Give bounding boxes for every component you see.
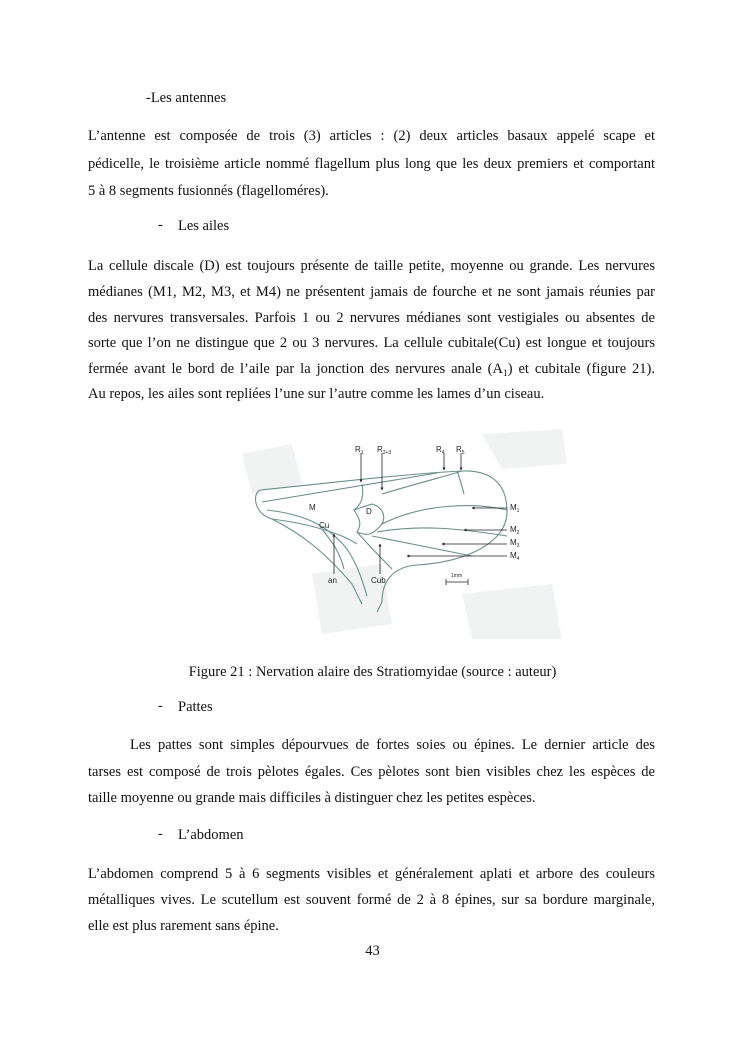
- paragraph-line-with-subscript: [88, 360, 655, 378]
- label-an: an: [328, 576, 337, 585]
- paragraph-line: Au repos, les ailes sont repliées l’une sur l’autre comme les lames d’un ciseau.: [88, 386, 545, 402]
- label-m1: $M_1$: [510, 503, 520, 514]
- label-r1: $R_1$: [355, 445, 364, 456]
- paragraph-line: taille moyenne ou grande mais difficiles à distinguer chez les petites espèces.: [88, 790, 536, 806]
- paragraph-line: La cellule discale (D) est toujours présente de taille petite, moyenne ou grande. Les nervures: [88, 258, 655, 274]
- text-segment: fermée avant le bord de l’aile par la jonction des nervures anale (A: [88, 361, 503, 377]
- text-segment: ) et cubitale (figure 21).: [507, 361, 656, 377]
- list-dash: -: [158, 826, 163, 842]
- heading-abdomen: L’abdomen: [178, 827, 244, 843]
- paragraph-line: 5 à 8 segments fusionnés (flagelloméres).: [88, 183, 329, 199]
- paragraph-line: elle est plus rarement sans épine.: [88, 918, 279, 934]
- paragraph-line: sorte que l’on ne distingue que 2 ou 3 nervures. La cellule cubitale(Cu) est longue et toujours: [88, 335, 655, 351]
- list-dash: -: [158, 217, 163, 233]
- paragraph-line: métalliques vives. Le scutellum est souvent formé de 2 à 8 épines, sur sa bordure marginale,: [88, 892, 655, 908]
- page-number: 43: [365, 943, 380, 959]
- paragraph-line: médianes (M1, M2, M3, et M4) ne présentent jamais de fourche et ne sont jamais réunies par: [88, 284, 655, 300]
- list-dash: -: [158, 698, 163, 714]
- paragraph-line: des nervures transversales. Parfois 1 ou 2 nervures médianes sont vestigiales ou absentes de: [88, 310, 655, 326]
- label-d: D: [366, 507, 372, 516]
- label-r23: $R_{2+3}$: [377, 445, 392, 456]
- paragraph-line: L’antenne est composée de trois (3) articles : (2) deux articles basaux appelé scape et: [88, 128, 655, 144]
- wing-diagram: [232, 424, 572, 644]
- label-cub: Cub: [371, 576, 386, 585]
- paragraph-line: Les pattes sont simples dépourvues de fortes soies ou épines. Le dernier article des: [130, 737, 655, 753]
- label-cu: Cu: [319, 521, 330, 530]
- subscript: 1: [502, 369, 508, 379]
- paragraph-line: pédicelle, le troisième article nommé flagellum plus long que les deux premiers et comportant: [88, 156, 655, 172]
- label-m3: $M_3$: [510, 538, 520, 549]
- label-scale: 1mm: [451, 573, 463, 579]
- label-m4: $M_4$: [510, 551, 520, 562]
- label-r4: $R_4$: [436, 445, 445, 456]
- heading-ailes: Les ailes: [178, 218, 230, 234]
- label-m: M: [309, 503, 316, 512]
- paragraph-line: L’abdomen comprend 5 à 6 segments visibles et généralement aplati et arbore des couleurs: [88, 866, 655, 882]
- figure-caption: Figure 21 : Nervation alaire des Stratiomyidae (source : auteur): [188, 664, 557, 680]
- label-m2: $M_2$: [510, 525, 520, 536]
- wing-venation-figure: [232, 424, 572, 644]
- paragraph-line: tarses est composé de trois pèlotes égales. Ces pèlotes sont bien visibles chez les espèces de: [88, 764, 655, 780]
- heading-pattes: Pattes: [178, 699, 213, 715]
- heading-antennes: -Les antennes: [146, 90, 227, 106]
- label-r5: $R_5$: [456, 445, 465, 456]
